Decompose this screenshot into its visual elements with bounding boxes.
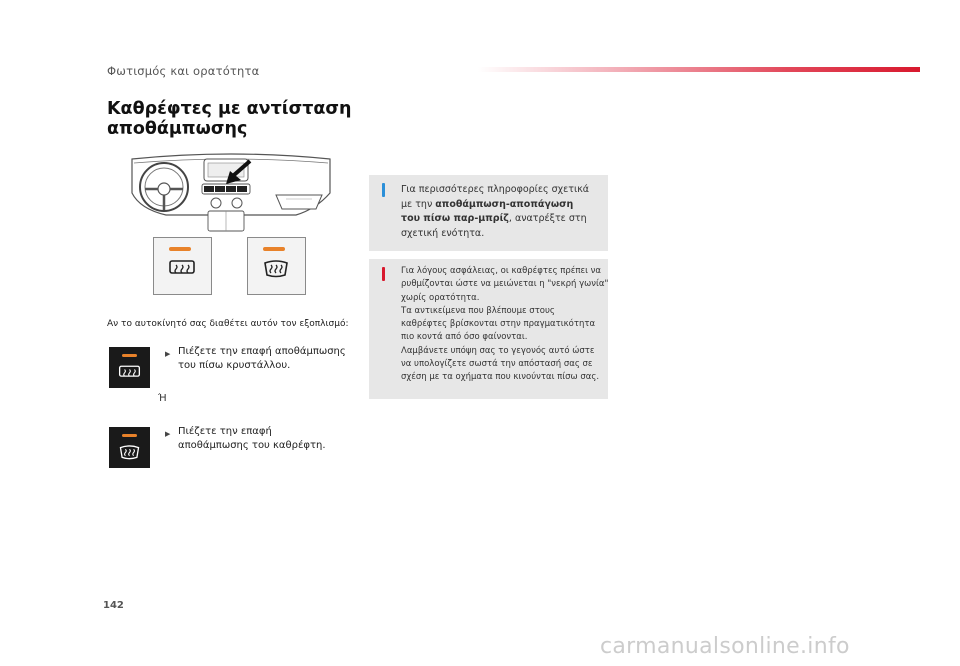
dashboard-illustration xyxy=(126,153,336,237)
indicator-led xyxy=(263,247,285,251)
info-icon xyxy=(382,183,385,197)
warning-line: Για λόγους ασφάλειας, οι καθρέφτες πρέπει να xyxy=(401,266,602,276)
info-text xyxy=(401,183,602,241)
warning-line: σχέση με τα οχήματα που κινούνται πίσω σας. xyxy=(401,372,600,383)
info-line-3 xyxy=(401,212,602,227)
warning-panel xyxy=(369,259,608,399)
section-header: Φωτισμός και ορατότητα xyxy=(107,64,260,78)
warning-text xyxy=(401,265,609,385)
warning-line: να υπολογίζετε σωστά την απόστασή σας σε xyxy=(401,359,593,370)
step-1-line-1: Πιέζετε την επαφή αποθάμπωσης xyxy=(178,346,346,357)
watermark: carmanualsonline.info xyxy=(600,634,850,659)
page-number: 142 xyxy=(103,600,124,611)
mirror-defrost-button-illustration xyxy=(247,237,306,295)
warning-line: ρυθμίζονται ώστε να μειώνεται η "νεκρή γωνία" xyxy=(401,279,609,290)
info-line-2-text: με την xyxy=(401,198,436,210)
info-line-4: σχετική ενότητα. xyxy=(401,227,485,239)
warning-line: χωρίς ορατότητα. xyxy=(401,292,480,303)
arrow-icon: ▶ xyxy=(165,350,171,358)
rear-window-defrost-icon xyxy=(168,259,196,277)
step-2-line-2: αποθάμπωσης του καθρέφτη. xyxy=(178,440,326,451)
intro-text: Αν το αυτοκίνητό σας διαθέτει αυτόν τον εξοπλισμό: xyxy=(107,319,349,329)
indicator-led xyxy=(122,354,137,357)
info-line-2-bold: αποθάμπωση-αποπάγωση xyxy=(435,198,574,210)
mirror-defrost-switch xyxy=(109,427,150,468)
arrow-icon: ▶ xyxy=(165,430,171,438)
title-line-2: αποθάμπωσης xyxy=(107,119,248,139)
header-rule xyxy=(478,67,920,72)
page-title xyxy=(107,99,367,139)
mirror-defrost-icon xyxy=(262,259,290,279)
info-line-1: Για περισσότερες πληροφορίες σχετικά xyxy=(401,184,590,195)
indicator-led xyxy=(169,247,191,251)
warning-line: Τα αντικείμενα που βλέπουμε στους xyxy=(401,305,555,316)
step-1-line-2: του πίσω κρυστάλλου. xyxy=(178,360,291,371)
warning-line: καθρέφτες βρίσκονται στην πραγματικότητα xyxy=(401,319,596,330)
info-line-3-text: , ανατρέξτε στη xyxy=(508,213,587,224)
warning-line: πιο κοντά από όσο φαίνονται. xyxy=(401,332,528,343)
warning-line: Λαμβάνετε υπόψη σας το γεγονός αυτό ώστε xyxy=(401,345,595,356)
warning-icon xyxy=(382,267,385,281)
rear-window-defrost-icon xyxy=(118,364,141,380)
step-1-text xyxy=(165,345,346,373)
info-line-2 xyxy=(401,198,602,213)
title-line-1: Καθρέφτες με αντίσταση xyxy=(107,99,352,119)
or-text: Ή xyxy=(158,393,167,404)
info-line-3-bold: του πίσω παρ-μπρίζ xyxy=(401,213,509,224)
step-2-line-1: Πιέζετε την επαφή xyxy=(178,426,272,437)
rear-defrost-switch xyxy=(109,347,150,388)
rear-defrost-button-illustration xyxy=(153,237,212,295)
info-panel xyxy=(369,175,608,251)
indicator-led xyxy=(122,434,137,437)
mirror-defrost-icon xyxy=(118,444,141,461)
step-2-text xyxy=(165,425,326,453)
